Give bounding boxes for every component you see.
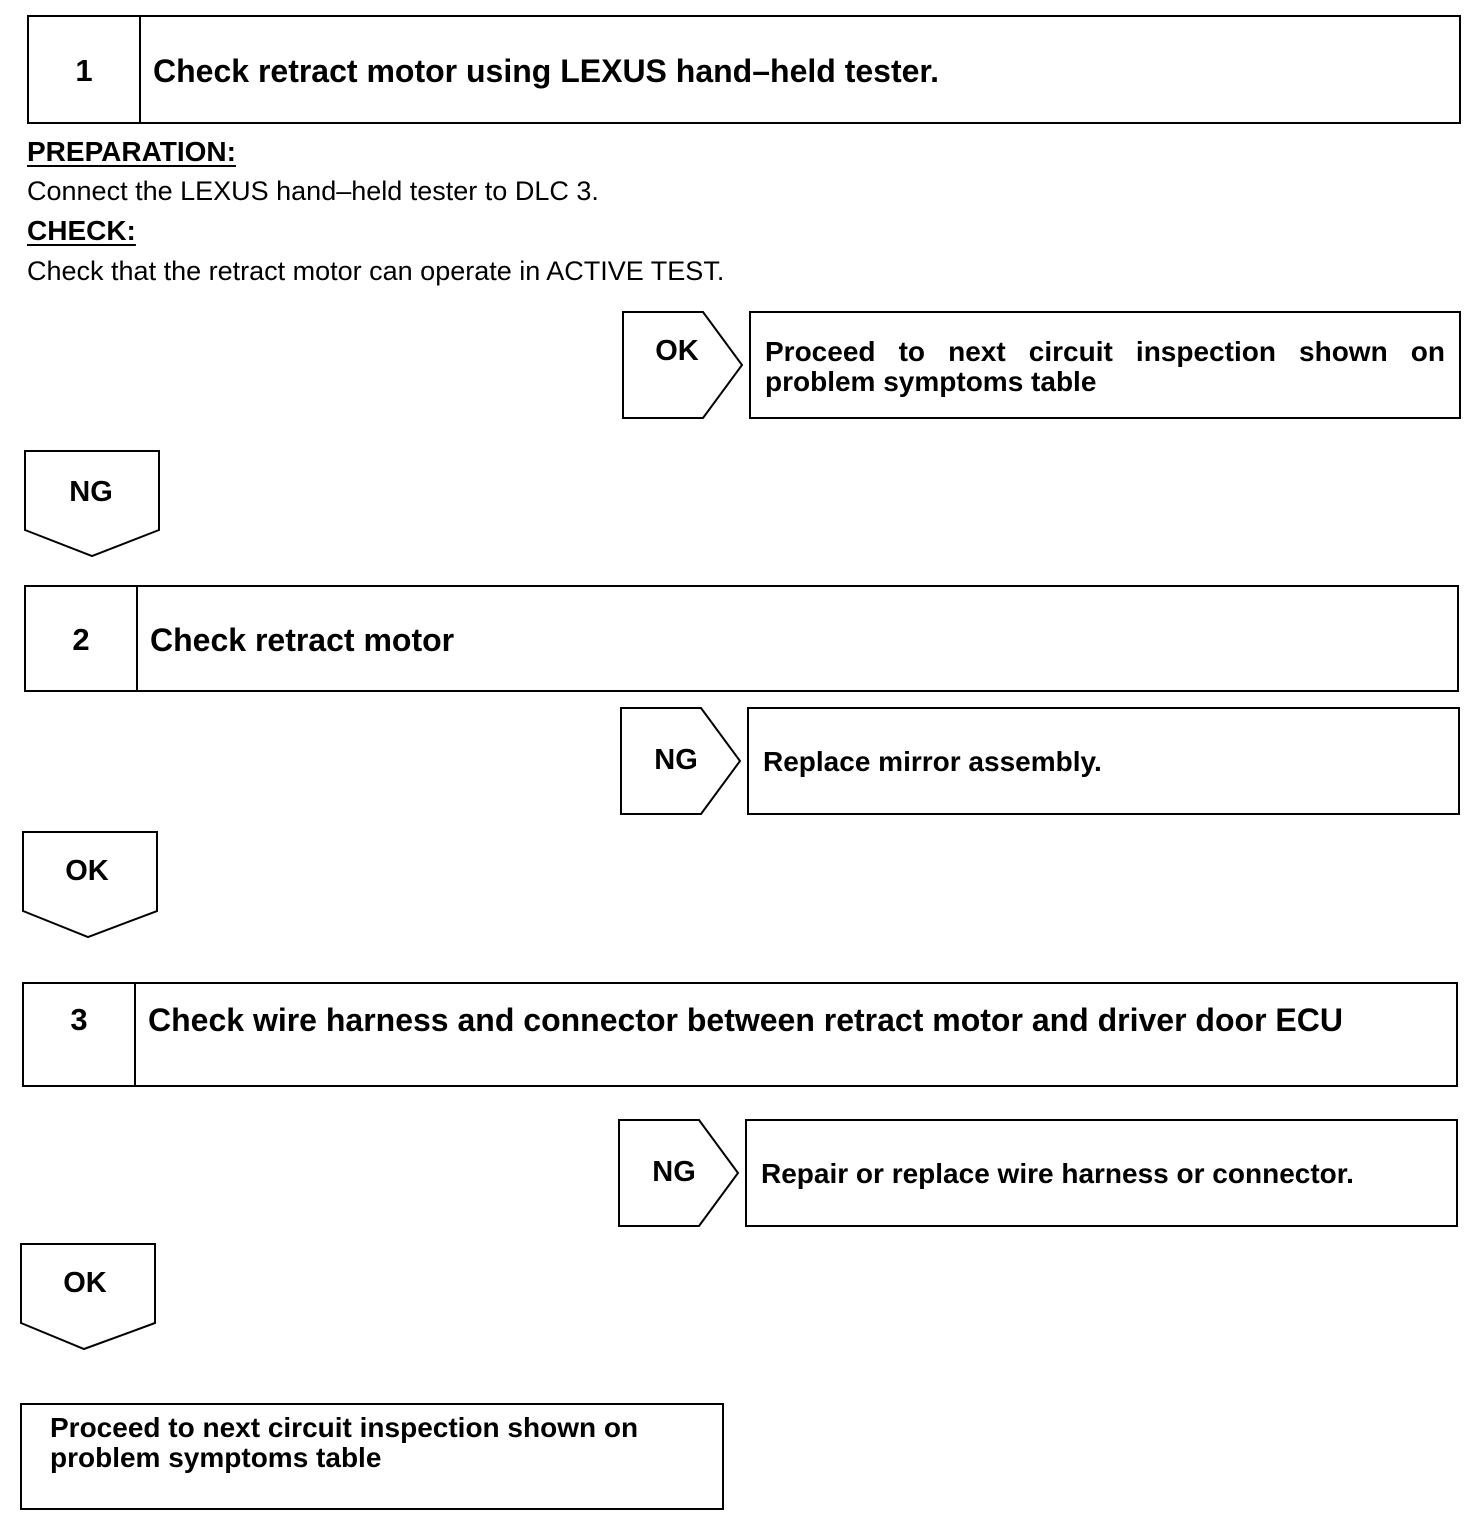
branch-2-ng-label: NG (654, 744, 698, 776)
preparation-heading: PREPARATION: (27, 136, 236, 167)
step-2-box (24, 585, 1459, 692)
step-2-title: Check retract motor (150, 622, 455, 658)
flow-2-ok-tag (22, 831, 158, 939)
branch-1-result-box (749, 311, 1461, 419)
branch-3-ng-tag (618, 1119, 742, 1227)
branch-1-ok-label: OK (655, 335, 699, 367)
preparation-text: Connect the LEXUS hand–held tester to DLC 3. (27, 176, 599, 206)
branch-3-result-box (745, 1119, 1458, 1227)
step-3-box (22, 982, 1458, 1087)
check-heading: CHECK: (27, 215, 136, 246)
branch-3-ng-label: NG (652, 1156, 696, 1188)
flow-1-ng-tag (24, 450, 160, 558)
check-text: Check that the retract motor can operate in ACTIVE TEST. (27, 256, 725, 286)
step-1-title: Check retract motor using LEXUS hand–held tester. (153, 53, 939, 89)
step-2-number: 2 (26, 587, 138, 690)
flow-1-ng-label: NG (69, 476, 113, 508)
step-3-title: Check wire harness and connector between retract motor and driver door ECU (148, 1002, 1343, 1038)
step-1-box (27, 15, 1461, 124)
branch-2-result-text: Replace mirror assembly. (763, 746, 1102, 777)
branch-1-ok-tag (622, 311, 746, 419)
flow-3-ok-tag (20, 1243, 156, 1351)
step-1-number: 1 (29, 17, 141, 122)
branch-2-result-box (747, 707, 1460, 815)
final-result-text: Proceed to next circuit inspection shown on problem symptoms table (50, 1412, 639, 1473)
branch-3-result-text: Repair or replace wire harness or connector. (761, 1158, 1354, 1189)
branch-1-result-text: Proceed to next circuit inspection shown on problem symptoms table (765, 336, 1445, 397)
step-3-number: 3 (24, 984, 136, 1085)
flow-3-ok-label: OK (63, 1267, 107, 1299)
flow-2-ok-label: OK (65, 855, 109, 887)
branch-2-ng-tag (620, 707, 744, 815)
final-result-box (20, 1403, 724, 1510)
